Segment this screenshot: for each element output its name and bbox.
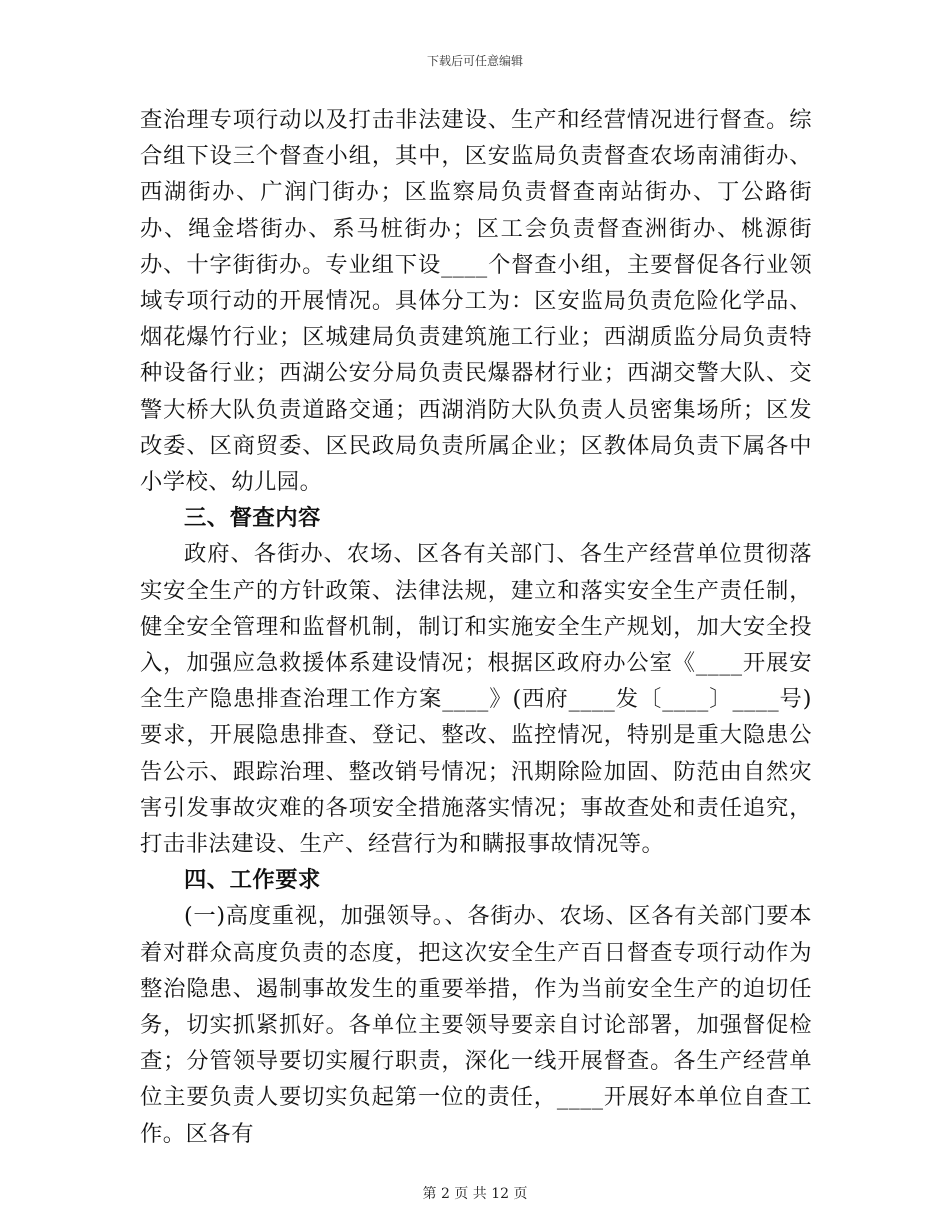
document-body xyxy=(140,102,812,1152)
paragraph-supervision-content: 政府、各街办、农场、区各有关部门、各生产经营单位贯彻落实安全生产的方针政策、法律法规，建立和落实安全生产责任制，健全安全管理和监督机制，制订和实施安全生产规划，加大安全投入，加强应急救援体系建设情况；根据区政府办公室《____开展安全生产隐患排查治理工作方案____》(西府____发〔____〕____号)要求，开展隐患排查、登记、整改、监控情况，特别是重大隐患公告公示、跟踪治理、整改销号情况；汛期除险加固、防范由自然灾害引发事故灾难的各项安全措施落实情况；事故查处和责任追究，打击非法建设、生产、经营行为和瞒报事故情况等。 xyxy=(140,541,812,858)
section-heading-work-requirements: 四、工作要求 xyxy=(184,867,321,894)
paragraph-work-requirements: (一)高度重视，加强领导。、各街办、农场、区各有关部门要本着对群众高度负责的态度，把这次安全生产百日督查专项行动作为整治隐患、遏制事故发生的重要举措，作为当前安全生产的迫切任务，切实抓紧抓好。各单位主要领导要亲自讨论部署，加强督促检查；分管领导要切实履行职责，深化一线开展督查。各生产经营单位主要负责人要切实负起第一位的责任，____开展好本单位自查工作。区各有 xyxy=(140,903,812,1147)
paragraph-supervision-groups: 查治理专项行动以及打击非法建设、生产和经营情况进行督查。综合组下设三个督查小组，其中，区安监局负责督查农场南浦街办、西湖街办、广润门街办；区监察局负责督查南站街办、丁公路街办、绳金塔街办、系马桩街办；区工会负责督查洲街办、桃源街办、十字街街办。专业组下设____个督查小组，主要督促各行业领域专项行动的开展情况。具体分工为：区安监局负责危险化学品、烟花爆竹行业；区城建局负责建筑施工行业；西湖质监分局负责特种设备行业；西湖公安分局负责民爆器材行业；西湖交警大队、交警大桥大队负责道路交通；西湖消防大队负责人员密集场所；区发改委、区商贸委、区民政局负责所属企业；区教体局负责下属各中小学校、幼儿园。 xyxy=(140,107,812,496)
page-number: 第 2 页 共 12 页 xyxy=(422,1186,528,1202)
section-heading-supervision-content: 三、督查内容 xyxy=(184,505,321,532)
page-header: 下载后可任意编辑 xyxy=(426,54,523,68)
